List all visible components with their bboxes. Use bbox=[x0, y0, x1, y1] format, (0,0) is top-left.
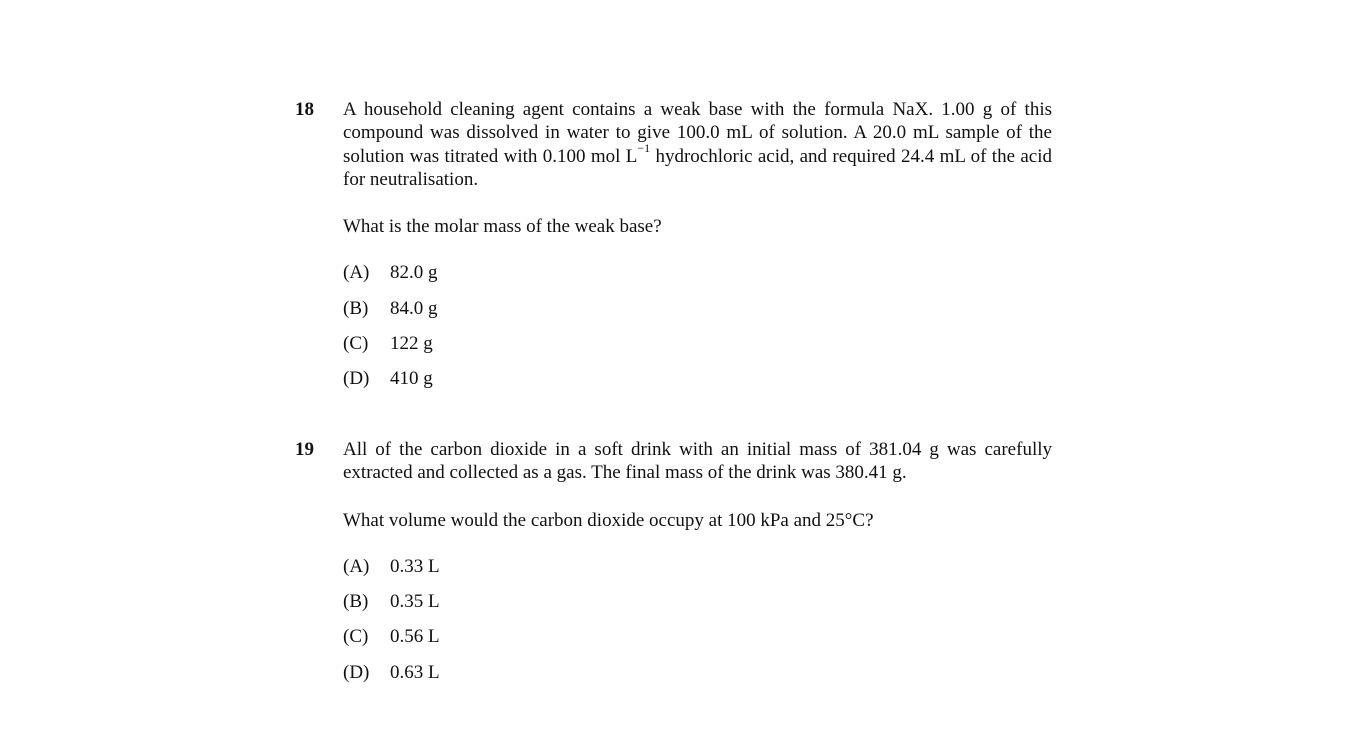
option-text: 82.0 g bbox=[390, 262, 438, 284]
option-letter: (D) bbox=[343, 368, 370, 390]
question-number: 18 bbox=[295, 99, 314, 120]
option-letter: (C) bbox=[343, 333, 369, 355]
option-b[interactable] bbox=[343, 590, 1052, 625]
option-text: 0.33 L bbox=[390, 555, 440, 577]
question-number: 19 bbox=[295, 439, 314, 460]
option-letter: (B) bbox=[343, 297, 369, 319]
option-text: 0.35 L bbox=[390, 591, 440, 613]
option-text: 0.63 L bbox=[390, 661, 440, 683]
answer-options bbox=[343, 261, 1052, 402]
question-body bbox=[343, 438, 1052, 696]
option-text: 410 g bbox=[390, 368, 433, 390]
option-c[interactable] bbox=[343, 332, 1052, 367]
question-body bbox=[343, 98, 1052, 403]
option-letter: (C) bbox=[343, 626, 369, 648]
question-stem: All of the carbon dioxide in a soft drink with an initial mass of 381.04 g was carefully extracted and collected as a gas. The final mass of the drink was 380.41 g. bbox=[343, 439, 1052, 484]
stem-text-part1: A household cleaning agent contains a weak base with the formula NaX. 1.00 g of this compound was dissolved in water to give 100.0 mL of solution. A 20.0 mL sample of the solution was titrated with 0.100 mol L bbox=[343, 99, 1052, 167]
question-prompt: What volume would the carbon dioxide occupy at 100 kPa and 25°C? bbox=[343, 509, 874, 531]
option-text: 84.0 g bbox=[390, 297, 438, 319]
option-d[interactable] bbox=[343, 661, 1052, 696]
option-letter: (A) bbox=[343, 555, 370, 577]
option-c[interactable] bbox=[343, 625, 1052, 660]
option-a[interactable] bbox=[343, 555, 1052, 590]
stem-superscript: −1 bbox=[637, 141, 651, 156]
option-d[interactable] bbox=[343, 367, 1052, 402]
stem-text-part2: hydrochloric acid, and required 24.4 mL of the acid for neutralisation. bbox=[343, 145, 1052, 190]
answer-options bbox=[343, 555, 1052, 696]
question-stem bbox=[343, 98, 1052, 191]
question-prompt: What is the molar mass of the weak base? bbox=[343, 216, 662, 238]
option-text: 0.56 L bbox=[390, 626, 440, 648]
option-letter: (A) bbox=[343, 262, 370, 284]
option-a[interactable] bbox=[343, 261, 1052, 296]
option-b[interactable] bbox=[343, 297, 1052, 332]
option-letter: (D) bbox=[343, 661, 370, 683]
option-text: 122 g bbox=[390, 333, 433, 355]
option-letter: (B) bbox=[343, 591, 369, 613]
